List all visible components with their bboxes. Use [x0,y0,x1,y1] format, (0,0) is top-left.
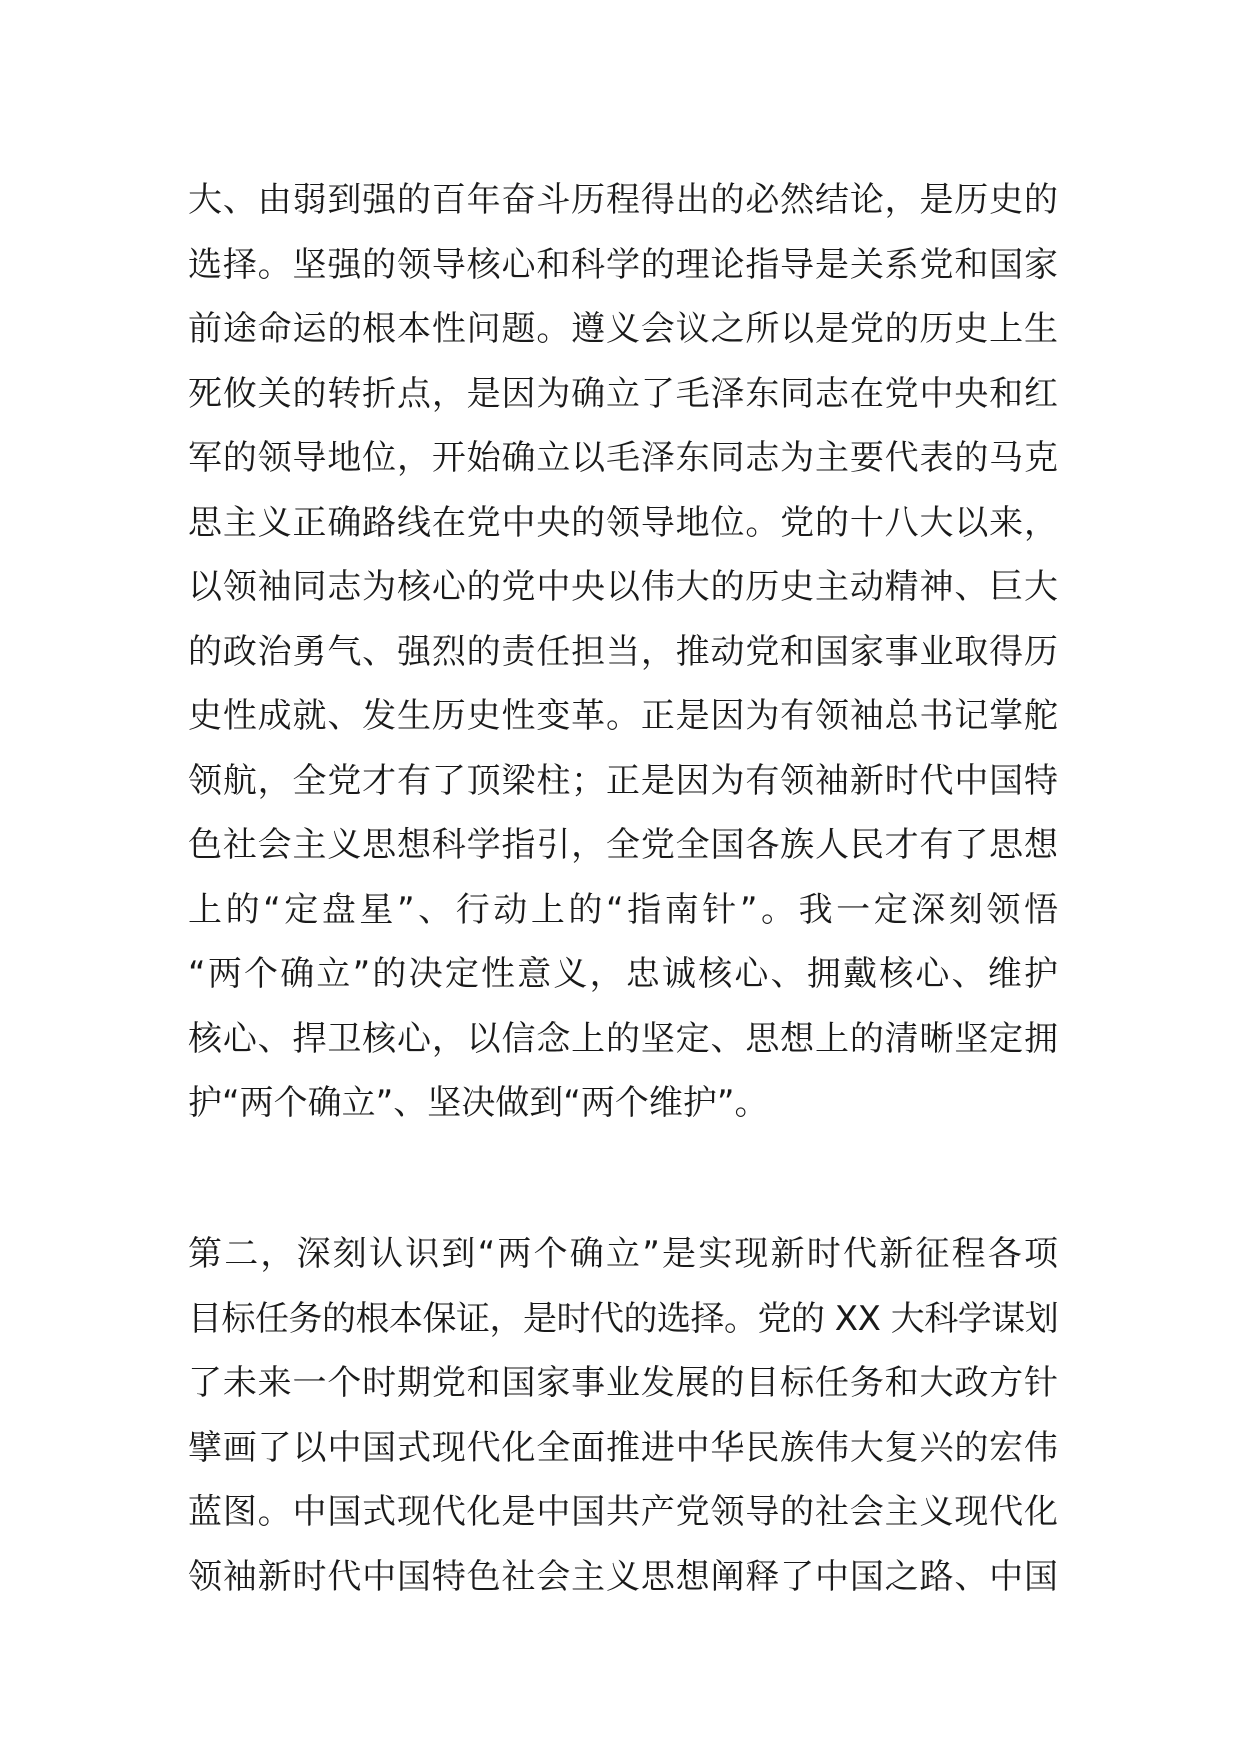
paragraph-line: 以领袖同志为核心的党中央以伟大的历史主动精神、巨大 [188,567,1058,607]
paragraph-line: 死攸关的转折点，是因为确立了毛泽东同志在党中央和红 [188,373,1058,414]
paragraph-line: 上的“定盘星”、行动上的“指南针”。我一定深刻领悟 [188,889,1058,930]
paragraph-line: 领航，全党才有了顶梁柱；正是因为有领袖新时代中国特 [188,760,1058,801]
paragraph-line: 思主义正确路线在党中央的领导地位。党的十八大以来， [188,502,1058,543]
paragraph-2 [188,1222,1058,1609]
paragraph-line: 选择。坚强的领导核心和科学的理论指导是关系党和国家 [188,244,1058,285]
paragraph-line: 史性成就、发生历史性变革。正是因为有领袖总书记掌舵 [188,696,1058,736]
paragraph-line: 领袖新时代中国特色社会主义思想阐释了中国之路、中国 [188,1556,1058,1597]
paragraph-line: 目标任务的根本保证，是时代的选择。党的 XX 大科学谋划 [188,1298,1059,1339]
paragraph-line: 军的领导地位，开始确立以毛泽东同志为主要代表的马克 [188,438,1058,478]
paragraph-line: 前途命运的根本性问题。遵义会议之所以是党的历史上生 [188,309,1058,349]
paragraph-line: “两个确立”的决定性意义，忠诚核心、拥戴核心、维护 [188,954,1058,994]
paragraph-line: 蓝图。中国式现代化是中国共产党领导的社会主义现代化 [188,1492,1058,1532]
paragraph-line: 擘画了以中国式现代化全面推进中华民族伟大复兴的宏伟 [188,1427,1058,1468]
paragraph-line: 护“两个确立”、坚决做到“两个维护”。 [188,1083,769,1123]
paragraph-line: 的政治勇气、强烈的责任担当，推动党和国家事业取得历 [188,631,1058,672]
paragraph-line: 核心、捍卫核心，以信念上的坚定、思想上的清晰坚定拥 [188,1018,1058,1059]
paragraph-1 [188,168,1058,1136]
paragraph-line: 第二，深刻认识到“两个确立”是实现新时代新征程各项 [188,1234,1058,1274]
paragraph-line: 色社会主义思想科学指引，全党全国各族人民才有了思想 [188,825,1058,865]
paragraph-line: 了未来一个时期党和国家事业发展的目标任务和大政方针 [188,1363,1058,1403]
paragraph-line: 大、由弱到强的百年奋斗历程得出的必然结论，是历史的 [188,180,1058,220]
